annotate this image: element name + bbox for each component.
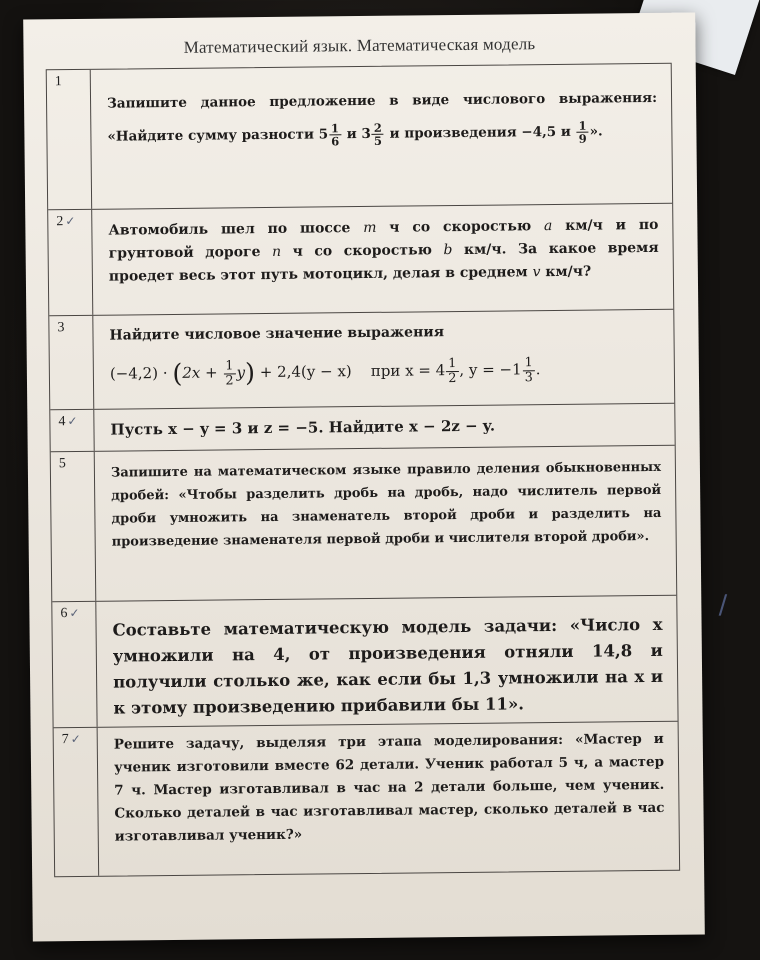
task-text: Запишите на математическом языке правило деления обыкновенных дробей: «Чтобы разделить дробь на дробь, надо числитель первой дроби умножить на знаменатель второй дроби и разделить на произведение знаменателя первой дроби и числителя второй дроби». — [110, 459, 662, 550]
task-row-2 — [48, 204, 673, 317]
fraction-numerator: 1 — [446, 357, 458, 372]
left-paren: ( — [172, 358, 183, 390]
margin-pen-mark: / — [718, 590, 728, 621]
fraction-numerator: 1 — [329, 122, 341, 135]
task-text-part: км/ч и по грунтовой дороге — [108, 216, 659, 262]
task-text-part: и — [346, 126, 357, 143]
task-text-cell — [98, 722, 680, 876]
expression-part: (−4,2) · — [109, 364, 168, 383]
variable: y — [236, 363, 246, 382]
task-row-4 — [50, 404, 674, 453]
task-number: 1 — [54, 74, 62, 90]
math-expression — [110, 338, 660, 390]
check-mark: ✓ — [67, 413, 78, 429]
variable: b — [443, 242, 453, 259]
fraction — [576, 120, 588, 145]
fraction — [522, 356, 534, 384]
task-number-cell — [49, 316, 94, 409]
worksheet-title: Математический язык. Математическая модель — [183, 34, 536, 57]
worksheet-page — [23, 13, 728, 942]
right-paren: ) — [244, 358, 256, 389]
task-text-part: ч со скоростью — [389, 218, 532, 236]
fraction-denominator: 9 — [578, 131, 587, 146]
fraction-denominator: 2 — [448, 370, 457, 386]
fraction — [446, 357, 458, 385]
task-number-cell — [48, 210, 93, 315]
variable: n — [271, 243, 282, 260]
fraction — [329, 122, 341, 147]
fraction-denominator: 5 — [373, 133, 383, 148]
task-number: 4 — [58, 414, 66, 430]
task-number: 5 — [58, 456, 66, 472]
task-number-cell — [51, 452, 97, 601]
task-text-part: км/ч. За какое время проедет весь этот путь мотоцикл, делая в среднем — [108, 239, 659, 285]
task-text: Найдите числовое значение выражения — [109, 324, 445, 344]
expression-part: + 2,4(y − x) — [259, 362, 352, 382]
task-text — [107, 64, 658, 154]
fraction-numerator: 1 — [223, 359, 235, 374]
task-number-cell — [47, 70, 92, 209]
task-text: Пусть x − y = 3 и z = −5. Найдите x − 2z − y. — [110, 416, 496, 439]
task-text-cell — [93, 310, 674, 409]
task-text-part: и произведения −4,5 и — [389, 123, 571, 142]
check-mark: ✓ — [69, 605, 80, 621]
task-text-cell — [91, 64, 672, 209]
task-number: 7 — [61, 732, 69, 748]
fraction-denominator: 2 — [225, 372, 234, 388]
task-text-part: км/ч? — [545, 263, 592, 281]
task-row-6 — [52, 596, 677, 729]
check-mark: ✓ — [65, 214, 76, 229]
condition-part: , y = −1 — [459, 360, 522, 379]
task-number-cell — [52, 602, 97, 727]
task-text-cell — [92, 204, 673, 315]
task-row-5 — [51, 446, 677, 603]
task-row-1 — [47, 64, 672, 211]
mixed-number-whole: 5 — [318, 126, 329, 143]
task-text-cell — [94, 404, 674, 451]
fraction — [223, 359, 235, 387]
task-text-cell — [96, 596, 677, 727]
fraction-numerator: 2 — [372, 122, 384, 135]
tasks-table — [46, 63, 680, 878]
variable: v — [532, 264, 541, 281]
task-number: 3 — [57, 320, 65, 336]
task-row-3 — [49, 310, 674, 411]
task-row-7 — [54, 722, 680, 877]
condition-part: при x = 4 — [370, 361, 446, 380]
task-text — [108, 204, 659, 289]
task-text-part: ». — [589, 123, 603, 140]
fraction — [372, 122, 384, 147]
task-text-part: ч со скоростью — [292, 242, 432, 260]
task-number-cell — [54, 728, 100, 876]
mixed-number-whole: 3 — [361, 125, 371, 143]
expression-part: 2x + — [182, 363, 218, 382]
task-text-part: Автомобиль шел по шоссе — [108, 220, 351, 239]
fraction-denominator: 6 — [331, 134, 340, 149]
task-text-part: Запишите данное предложение в виде числового выражения: «Найдите сумму разности — [106, 89, 658, 145]
check-mark: ✓ — [70, 731, 81, 747]
task-number: 6 — [60, 606, 68, 622]
fraction-numerator: 1 — [576, 120, 588, 133]
task-text: Решите задачу, выделяя три этапа моделирования: «Мастер и ученик изготовили вместе 62 детали. Ученик работал 5 ч, а мастер 7 ч. Мастер изготавливал в час на 2 детали больше, чем ученик. Сколько деталей в час изготавливал мастер, сколько деталей в час изготавливал ученик?» — [113, 730, 665, 845]
condition-part: . — [535, 360, 541, 379]
task-text: Составьте математическую модель задачи: «Число x умножили на 4, от произведения отняли 14,8 и получили столько же, как если бы 1,3 умножили на x и к этому произведению прибавили бы 11». — [112, 614, 664, 718]
task-number: 2 — [56, 214, 64, 230]
fraction-numerator: 1 — [522, 356, 534, 371]
variable: m — [363, 219, 377, 236]
variable: a — [543, 218, 553, 235]
task-number-cell — [50, 410, 94, 451]
fraction-denominator: 3 — [524, 369, 533, 385]
task-text-cell — [95, 446, 677, 601]
